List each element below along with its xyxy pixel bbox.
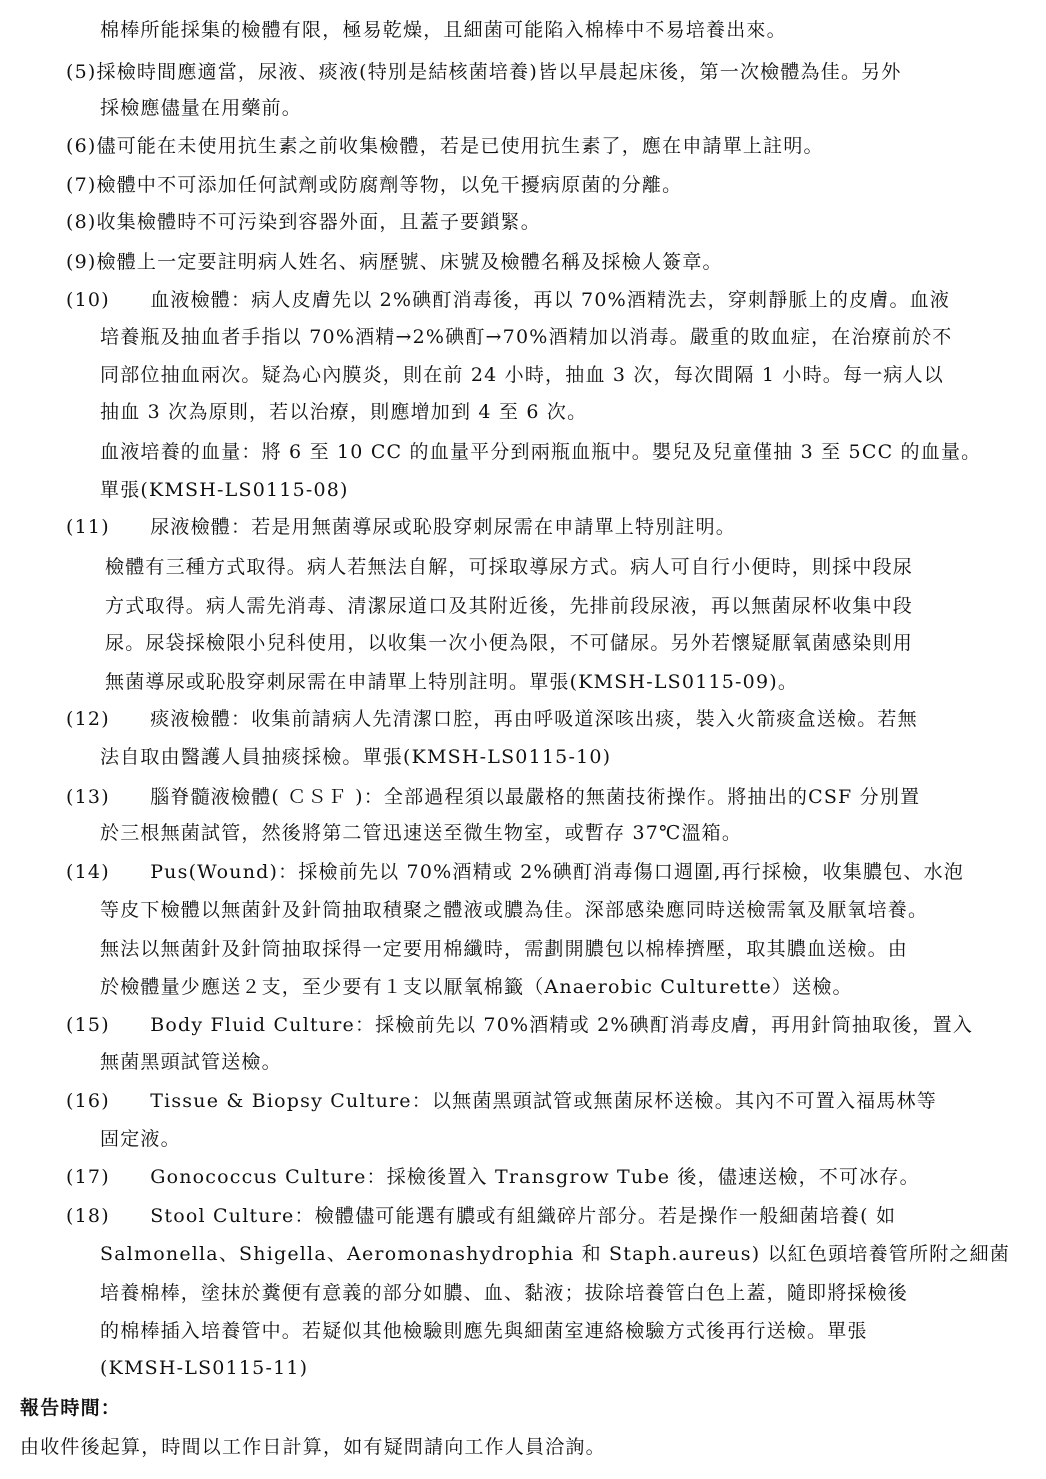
- text-line: 固定液。: [100, 1128, 181, 1150]
- text-line: 方式取得。病人需先消毒、清潔尿道口及其附近後，先排前段尿液，再以無菌尿杯收集中段: [105, 595, 914, 617]
- text-line: 於檢體量少應送２支，至少要有１支以厭氧棉籤（Anaerobic Culturette）送檢。: [100, 976, 853, 998]
- text-line: 無菌黑頭試管送檢。: [100, 1051, 282, 1073]
- report-time-heading: 報告時間：: [20, 1397, 122, 1419]
- text-line: 於三根無菌試管，然後將第二管迅速送至微生物室，或暫存 37℃溫箱。: [100, 822, 743, 844]
- text-line: 尿。尿袋採檢限小兒科使用，以收集一次小便為限，不可儲尿。另外若懷疑厭氧菌感染則用: [105, 632, 914, 654]
- text-line: (12) 痰液檢體：收集前請病人先清潔口腔，再由呼吸道深咳出痰，裝入火箭痰盒送檢。若無: [66, 708, 918, 730]
- text-line: 法自取由醫護人員抽痰採檢。單張(KMSH-LS0115-10): [100, 746, 612, 768]
- text-line: (16) Tissue & Biopsy Culture：以無菌黑頭試管或無菌尿杯送檢。其內不可置入福馬林等: [66, 1090, 937, 1112]
- text-line: (14) Pus(Wound)：採檢前先以 70%酒精或 2%碘酊消毒傷口週圍,再行採檢，收集膿包、水泡: [66, 861, 965, 883]
- text-line: (9)檢體上一定要註明病人姓名、病歷號、床號及檢體名稱及採檢人簽章。: [66, 251, 723, 273]
- text-line: 培養棉棒，塗抹於糞便有意義的部分如膿、血、黏液；拔除培養管白色上蓋，隨即將採檢後: [100, 1282, 909, 1304]
- text-line: 單張(KMSH-LS0115-08): [100, 479, 349, 501]
- text-line: (6)儘可能在未使用抗生素之前收集檢體，若是已使用抗生素了，應在申請單上註明。: [66, 135, 824, 157]
- text-line: (17) Gonococcus Culture：採檢後置入 Transgrow Tube 後，儘速送檢，不可冰存。: [66, 1166, 920, 1188]
- text-line: 等皮下檢體以無菌針及針筒抽取積聚之體液或膿為佳。深部感染應同時送檢需氧及厭氧培養。: [100, 899, 929, 921]
- text-line: 無菌導尿或恥股穿刺尿需在申請單上特別註明。單張(KMSH-LS0115-09)。: [105, 671, 799, 693]
- text-line: Salmonella、Shigella、Aeromonashydrophia 和 Staph.aureus) 以紅色頭培養管所附之細菌: [100, 1243, 1010, 1265]
- text-line: (13) 腦脊髓液檢體( ＣＳＦ )：全部過程須以最嚴格的無菌技術操作。將抽出的CSF 分別置: [66, 786, 921, 808]
- text-line: 的棉棒插入培養管中。若疑似其他檢驗則應先與細菌室連絡檢驗方式後再行送檢。單張: [100, 1320, 868, 1342]
- text-line: 採檢應儘量在用藥前。: [100, 97, 303, 119]
- text-line: (5)採檢時間應適當，尿液、痰液(特別是結核菌培養)皆以早晨起床後，第一次檢體為佳。另外: [66, 61, 902, 83]
- text-line: 同部位抽血兩次。疑為心內膜炎，則在前 24 小時，抽血 3 次，每次間隔 1 小時。每一病人以: [100, 364, 944, 386]
- text-line: 棉棒所能採集的檢體有限，極易乾燥，且細菌可能陷入棉棒中不易培養出來。: [100, 19, 787, 41]
- text-line: (7)檢體中不可添加任何試劑或防腐劑等物，以免干擾病原菌的分離。: [66, 174, 683, 196]
- text-line: 培養瓶及抽血者手指以 70%酒精→2%碘酊→70%酒精加以消毒。嚴重的敗血症，在治療前於不: [100, 326, 953, 348]
- text-line: (10) 血液檢體：病人皮膚先以 2%碘酊消毒後，再以 70%酒精洗去，穿刺靜脈上的皮膚。血液: [66, 289, 951, 311]
- text-line: (18) Stool Culture：檢體儘可能選有膿或有組織碎片部分。若是操作一般細菌培養( 如: [66, 1205, 897, 1227]
- text-line: (11) 尿液檢體：若是用無菌導尿或恥股穿刺尿需在申請單上特別註明。: [66, 516, 737, 538]
- text-line: 檢體有三種方式取得。病人若無法自解，可採取導尿方式。病人可自行小便時，則採中段尿: [105, 556, 914, 578]
- text-line: (15) Body Fluid Culture：採檢前先以 70%酒精或 2%碘酊消毒皮膚，再用針筒抽取後，置入: [66, 1014, 974, 1036]
- text-line: (KMSH-LS0115-11): [100, 1357, 309, 1379]
- report-time-text: 由收件後起算，時間以工作日計算，如有疑問請向工作人員洽詢。: [20, 1436, 606, 1458]
- text-line: 抽血 3 次為原則，若以治療，則應增加到 4 至 6 次。: [100, 401, 588, 423]
- text-line: (8)收集檢體時不可污染到容器外面，且蓋子要鎖緊。: [66, 211, 541, 233]
- text-line: 血液培養的血量：將 6 至 10 CC 的血量平分到兩瓶血瓶中。嬰兒及兒童僅抽 3 至 5CC 的血量。: [100, 441, 982, 463]
- text-line: 無法以無菌針及針筒抽取採得一定要用棉纖時，需劃開膿包以棉棒擠壓，取其膿血送檢。由: [100, 938, 909, 960]
